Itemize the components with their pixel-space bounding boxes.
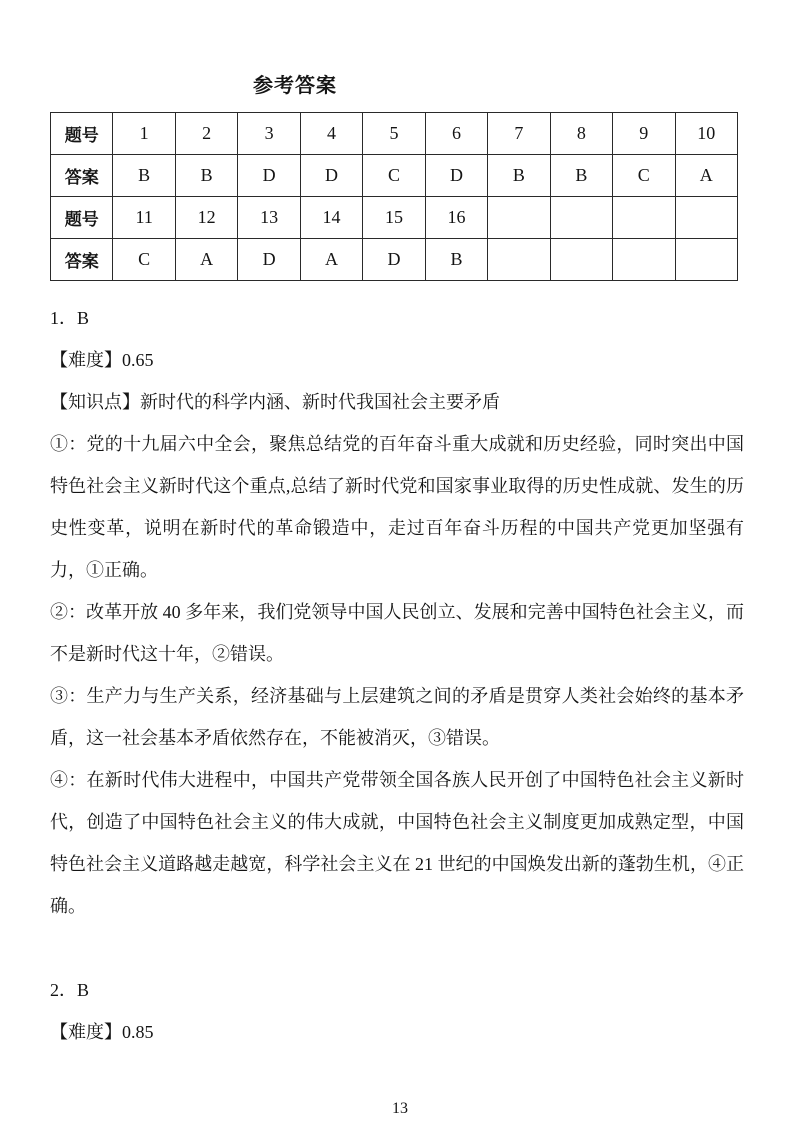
table-cell: 16 [425, 197, 487, 239]
blank-line [50, 927, 744, 969]
question-1-knowledge-points: 【知识点】新时代的科学内涵、新时代我国社会主要矛盾 [50, 392, 500, 412]
table-cell [613, 239, 675, 281]
table-cell: A [300, 239, 362, 281]
table-cell: D [238, 239, 300, 281]
page-title: 参考答案 [253, 75, 337, 97]
table-cell: 8 [550, 113, 612, 155]
table-cell: 5 [363, 113, 425, 155]
question-2-difficulty: 【难度】0.85 [50, 1022, 154, 1042]
table-cell [675, 239, 737, 281]
row-header: 答案 [51, 239, 113, 281]
table-cell: 2 [175, 113, 237, 155]
question-1-answer-label: 1．B [50, 308, 90, 328]
table-cell [613, 197, 675, 239]
row-header: 题号 [51, 197, 113, 239]
table-cell: 14 [300, 197, 362, 239]
table-row-question-numbers-1 [51, 113, 738, 155]
table-cell: 7 [488, 113, 550, 155]
explanation-paragraph-3: ③：生产力与生产关系，经济基础与上层建筑之间的矛盾是贯穿人类社会始终的基本矛盾，这一社会基本矛盾依然存在，不能被消灭，③错误。 [50, 686, 744, 748]
table-cell: 10 [675, 113, 737, 155]
table-cell: C [363, 155, 425, 197]
answer-table-body [51, 113, 738, 281]
table-cell: A [675, 155, 737, 197]
table-cell: 6 [425, 113, 487, 155]
table-cell: 9 [613, 113, 675, 155]
table-cell: 13 [238, 197, 300, 239]
table-cell [675, 197, 737, 239]
table-cell: C [613, 155, 675, 197]
table-cell: 4 [300, 113, 362, 155]
table-cell [550, 197, 612, 239]
explanations-section [50, 297, 744, 1053]
page-number: 13 [392, 1100, 408, 1117]
answer-table [50, 112, 738, 281]
row-header: 题号 [51, 113, 113, 155]
explanation-paragraph-1: ①：党的十九届六中全会，聚焦总结党的百年奋斗重大成就和历史经验，同时突出中国特色社会主义新时代这个重点,总结了新时代党和国家事业取得的历史性成就、发生的历史性变革，说明在新时代的革命锻造中，走过百年奋斗历程的中国共产党更加坚强有力，①正确。 [50, 434, 744, 580]
table-cell: A [175, 239, 237, 281]
table-cell: 1 [113, 113, 175, 155]
explanation-paragraph-2: ②：改革开放 40 多年来，我们党领导中国人民创立、发展和完善中国特色社会主义，而不是新时代这十年，②错误。 [50, 602, 744, 664]
table-cell [550, 239, 612, 281]
table-cell: B [550, 155, 612, 197]
table-row-question-numbers-2 [51, 197, 738, 239]
table-cell: D [238, 155, 300, 197]
table-row-answers-1 [51, 155, 738, 197]
question-2-answer-label: 2．B [50, 980, 90, 1000]
table-cell: C [113, 239, 175, 281]
table-cell: B [175, 155, 237, 197]
table-cell [488, 197, 550, 239]
table-cell: D [363, 239, 425, 281]
row-header: 答案 [51, 155, 113, 197]
question-1-difficulty: 【难度】0.65 [50, 350, 154, 370]
table-cell [488, 239, 550, 281]
table-cell: 12 [175, 197, 237, 239]
explanation-paragraph-4: ④：在新时代伟大进程中，中国共产党带领全国各族人民开创了中国特色社会主义新时代，创造了中国特色社会主义的伟大成就，中国特色社会主义制度更加成熟定型，中国特色社会主义道路越走越宽，科学社会主义在 21 世纪的中国焕发出新的蓬勃生机，④正确。 [50, 770, 744, 916]
table-cell: B [113, 155, 175, 197]
table-cell: D [425, 155, 487, 197]
table-cell: 15 [363, 197, 425, 239]
table-cell: B [425, 239, 487, 281]
table-cell: 3 [238, 113, 300, 155]
table-cell: 11 [113, 197, 175, 239]
table-row-answers-2 [51, 239, 738, 281]
table-cell: D [300, 155, 362, 197]
table-cell: B [488, 155, 550, 197]
